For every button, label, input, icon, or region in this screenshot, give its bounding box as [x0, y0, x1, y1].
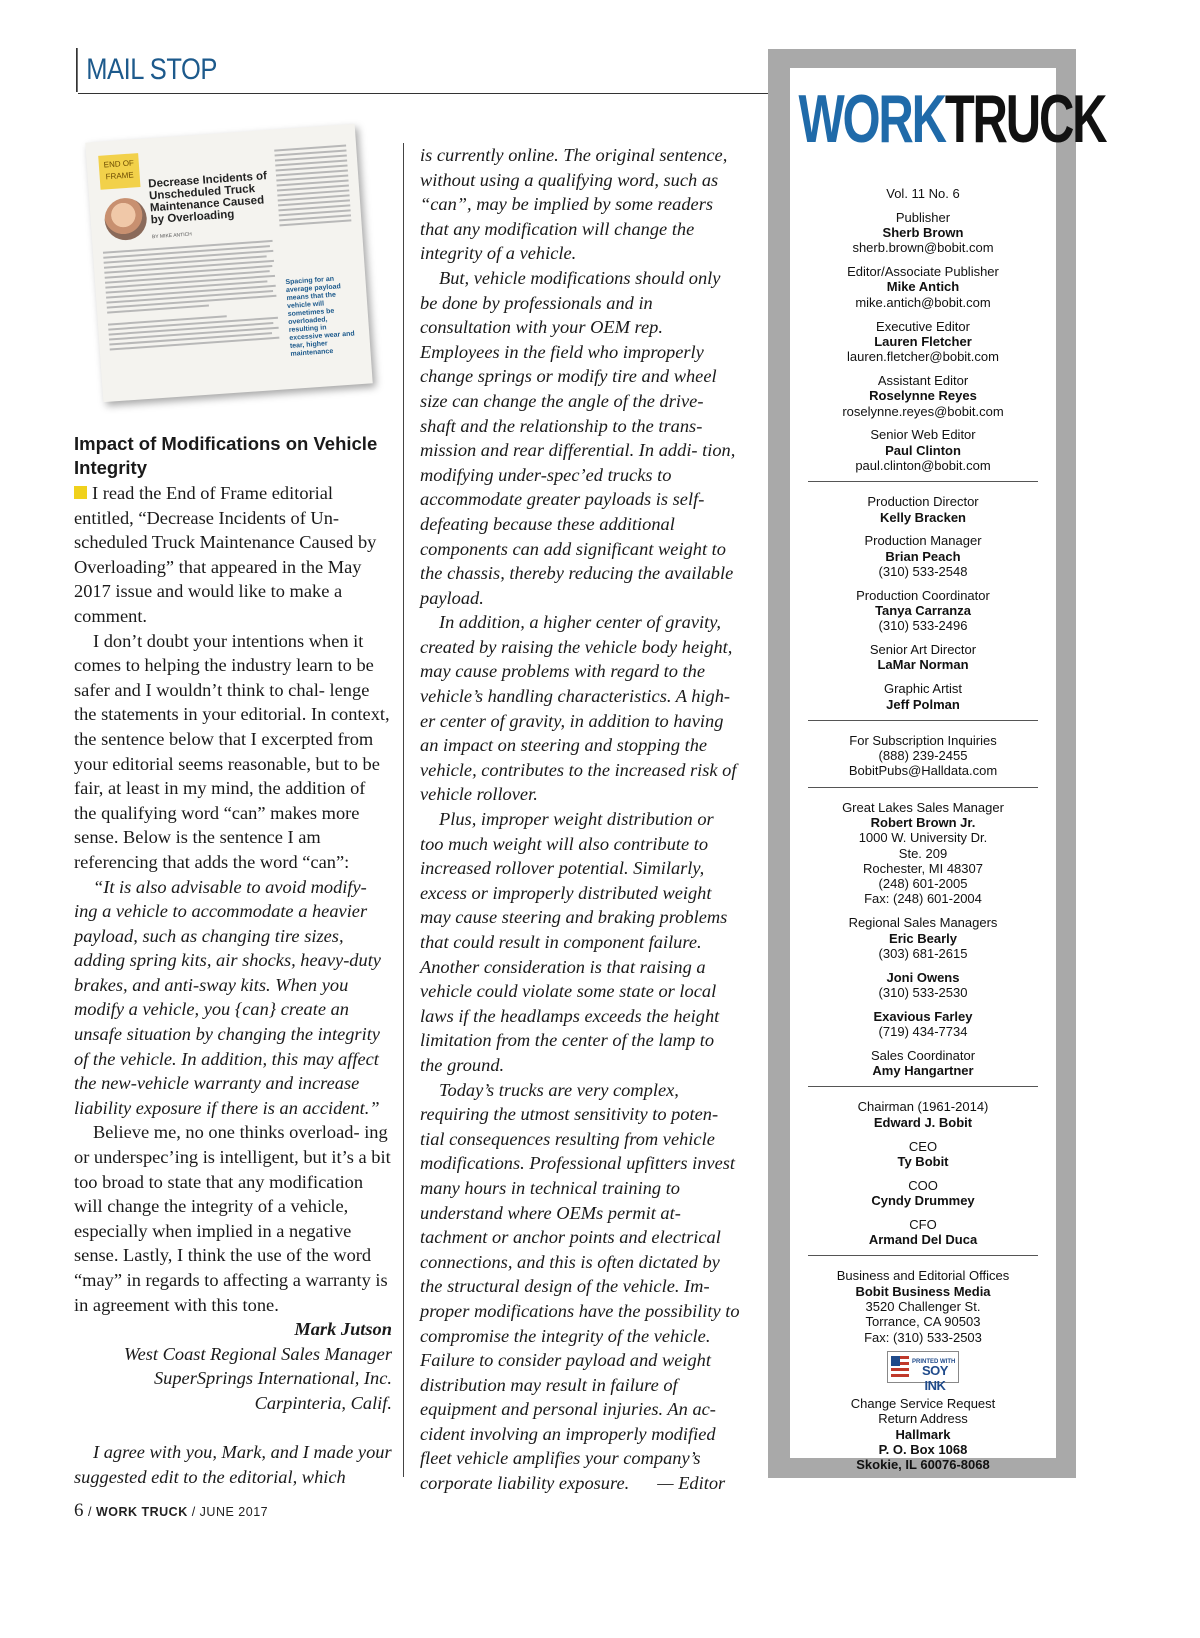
staff-production-manager: [790, 533, 1056, 579]
role: Chairman (1961-2014): [857, 1099, 989, 1115]
label: Return Address: [878, 1411, 968, 1427]
email: mike.antich@bobit.com: [855, 294, 991, 310]
role: Editor/Associate Publisher: [847, 264, 999, 280]
name: Mike Antich: [886, 279, 960, 295]
author-photo: [103, 197, 148, 242]
signature-name: Mark Jutson: [294, 1319, 392, 1340]
signature-location: Carpinteria, Calif.: [254, 1392, 392, 1413]
footer-issue: JUNE 2017: [199, 1505, 269, 1519]
name: Brian Peach: [885, 548, 961, 564]
flag-icon: [891, 1356, 909, 1378]
email: sherb.brown@bobit.com: [852, 240, 994, 256]
reply-paragraph-4: Plus, improper weight distribution or too much weight will also contribute to increased rollover potential. Similarly, excess or improperly distributed weight may cause steering and braking problems that could result in component failure. Another consideration is that raising a vehicle could violate some state or local laws if the headlamps exceeds the height limitation from the center of the lamp to the ground.: [420, 809, 728, 1075]
staff-great-lakes-sales: [790, 800, 1056, 907]
footer-separator: /: [87, 1505, 96, 1519]
clipping-body-text: [103, 240, 280, 354]
divider: [808, 1086, 1038, 1087]
divider: [808, 720, 1038, 721]
role: Regional Sales Managers: [848, 915, 998, 931]
staff-publisher: [790, 210, 1056, 256]
signature-company: SuperSprings International, Inc.: [153, 1368, 392, 1389]
address: Ste. 209: [898, 845, 948, 861]
footer-magazine: WORK TRUCK: [95, 1505, 188, 1519]
exec-coo: [790, 1178, 1056, 1209]
exec-cfo: [790, 1217, 1056, 1248]
reply-column: [420, 143, 740, 1496]
editor-sign: — Editor: [657, 1473, 726, 1494]
address: Skokie, IL 60076-8068: [856, 1457, 990, 1473]
letter-paragraph-3: Believe me, no one thinks overload- ing or underspec’ing is intelligent, but it’s a bit too broad to state that any modification will change the integrity of a vehicle, especially when implied in a negative sense. Lastly, I think the use of the word “may” in regards to affecting a warranty is in agreement with this tone.: [74, 1122, 391, 1315]
name: Cyndy Drummey: [871, 1192, 975, 1208]
yellow-square-icon: [74, 486, 87, 499]
soy-ink-text: SOY INK: [922, 1362, 948, 1394]
soy-ink-top-text: PRINTED WITH: [912, 1358, 956, 1365]
label: Change Service Request: [850, 1396, 996, 1412]
clipping-callout: Spacing for an average payload means that the vehicle will sometimes be overloaded, resulting in excessive wear and tear, higher maintenance: [285, 275, 355, 358]
role: Production Coordinator: [856, 587, 990, 603]
email: paul.clinton@bobit.com: [855, 457, 991, 473]
staff-graphic-artist: [790, 681, 1056, 712]
clipping-right-column: [274, 145, 351, 230]
editorial-clipping: [80, 125, 380, 405]
role: Executive Editor: [876, 318, 970, 334]
masthead: [790, 68, 1106, 1473]
masthead-list: [790, 186, 1056, 1473]
phone: (303) 681-2615: [878, 945, 968, 961]
role: CFO: [909, 1216, 937, 1232]
name: Jeff Polman: [886, 696, 960, 712]
column-divider: [403, 143, 404, 1477]
address: Rochester, MI 48307: [863, 860, 983, 876]
staff-production-director: [790, 494, 1056, 525]
staff-regional-sales-2: [790, 970, 1056, 1001]
letter-paragraph-2: I don’t doubt your intentions when it comes to helping the industry learn to be safer and I wouldn’t think to chal- lenge the statements in your editorial. In context, the sentence below that I excerpted from your editorial seems reasonable, but to be fair, at least in my mind, the addition of the qualifying word “can” makes more sense. Below is the sentence I am referencing that adds the word “can”:: [74, 630, 390, 872]
staff-editor: [790, 264, 1056, 310]
name: Bobit Business Media: [855, 1283, 991, 1299]
name: Amy Hangartner: [872, 1063, 974, 1079]
return-address: [790, 1396, 1056, 1472]
label: For Subscription Inquiries: [849, 732, 997, 748]
email: BobitPubs@Halldata.com: [848, 763, 998, 779]
divider: [808, 481, 1038, 482]
fax: Fax: (248) 601-2004: [864, 891, 982, 907]
role: Production Manager: [864, 533, 982, 549]
staff-regional-sales-3: [790, 1009, 1056, 1040]
address: 3520 Challenger St.: [865, 1298, 981, 1314]
phone: (310) 533-2530: [878, 984, 968, 1000]
staff-production-coordinator: [790, 588, 1056, 634]
role: CEO: [908, 1138, 938, 1154]
reply-paragraph-5-text: Today’s trucks are very complex, requiring the utmost sensitivity to poten- tial consequences resulting from vehicle modifications. Professional upfitters invest many hours in technical training to understand where OEMs permit at- tachment or anchor points and electrical connections, and this is often dictated by the structural design of the vehicle. Im- proper modifications have the possibility to compromise the integrity of the vehicle. Failure to consider payload and weight distribution may result in failure of equipment and personal injuries. An ac- cident involving an improperly modified fleet vehicle amplifies your company’s corporate liability exposure.: [420, 1079, 740, 1494]
logo-work: WORK: [798, 81, 945, 157]
name: Ty Bobit: [897, 1153, 949, 1169]
phone: (888) 239-2455: [878, 748, 968, 764]
fax: Fax: (310) 533-2503: [864, 1329, 982, 1345]
phone: (248) 601-2005: [878, 876, 968, 892]
phone: (310) 533-2496: [878, 618, 968, 634]
name: Edward J. Bobit: [873, 1114, 973, 1130]
business-offices: [790, 1268, 1056, 1344]
name: Robert Brown Jr.: [870, 815, 976, 830]
role: Senior Art Director: [869, 642, 977, 658]
section-title: MAIL STOP: [76, 48, 217, 92]
staff-assistant-editor: [790, 373, 1056, 419]
address: Torrance, CA 90503: [865, 1314, 981, 1330]
logo-truck: TRUCK: [944, 81, 1106, 157]
email: roselynne.reyes@bobit.com: [842, 403, 1004, 419]
letter-paragraph-1-text: I read the End of Frame editorial entitled, “Decrease Incidents of Un- scheduled Truck Maintenance Caused by Overloading” that appeared in the May 2017 issue and would like to make a comment.: [74, 483, 377, 626]
letter-column: [74, 432, 392, 1489]
soy-ink-icon: [887, 1351, 959, 1394]
page-footer: [74, 1500, 268, 1522]
role: Senior Web Editor: [870, 427, 976, 443]
staff-web-editor: [790, 427, 1056, 473]
name: Joni Owens: [886, 969, 960, 985]
name: Hallmark: [895, 1426, 951, 1442]
clipping-title: Decrease Incidents of Unscheduled Truck Maintenance Caused by Overloading: [147, 170, 268, 227]
name: Eric Bearly: [889, 930, 957, 946]
label: Business and Editorial Offices: [836, 1268, 1010, 1284]
top-rule: [78, 93, 778, 94]
staff-executive-editor: [790, 319, 1056, 365]
footer-separator: /: [191, 1505, 200, 1519]
staff-sales-coordinator: [790, 1048, 1056, 1079]
name: Armand Del Duca: [868, 1232, 978, 1248]
clipping-page: [85, 124, 372, 402]
address: P. O. Box 1068: [878, 1442, 968, 1457]
role: Great Lakes Sales Manager: [842, 799, 1004, 815]
role: Graphic Artist: [883, 681, 963, 697]
role: Publisher: [895, 209, 951, 225]
exec-chairman: [790, 1099, 1056, 1130]
phone: (310) 533-2548: [878, 563, 968, 579]
worktruck-logo: [798, 81, 1106, 157]
name: LaMar Norman: [877, 657, 969, 673]
editor-reply-start: I agree with you, Mark, and I made your suggested edit to the editorial, which: [74, 1442, 392, 1487]
subscription-info: [790, 733, 1056, 779]
role: Production Director: [867, 494, 979, 510]
role: Assistant Editor: [877, 372, 969, 388]
name: Paul Clinton: [885, 442, 961, 458]
name: Tanya Carranza: [875, 603, 971, 619]
name: Exavious Farley: [873, 1008, 973, 1024]
role: Sales Coordinator: [870, 1047, 976, 1063]
divider: [808, 1255, 1038, 1256]
reply-paragraph-1: is currently online. The original sentence, without using a qualifying word, such as “can”, may be implied by some readers that any modification will change the integrity of a vehicle.: [420, 145, 728, 264]
name: Roselynne Reyes: [869, 388, 977, 404]
staff-art-director: [790, 642, 1056, 673]
signature-title: West Coast Regional Sales Manager: [123, 1343, 392, 1364]
exec-ceo: [790, 1139, 1056, 1170]
name: Sherb Brown: [882, 225, 964, 241]
role: COO: [908, 1177, 938, 1193]
issue-number: Vol. 11 No. 6: [886, 186, 960, 201]
name: Kelly Bracken: [880, 509, 966, 525]
staff-regional-sales-1: [790, 915, 1056, 961]
clipping-byline: BY MIKE ANTICH: [151, 231, 193, 241]
letter-headline: Impact of Modifications on Vehicle Integrity: [74, 433, 378, 478]
name: Lauren Fletcher: [874, 333, 972, 349]
reply-paragraph-5: [420, 1078, 740, 1496]
page-number: 6: [74, 1500, 84, 1521]
reply-paragraph-2: But, vehicle modifications should only be done by professionals and in consultation with your OEM rep. Employees in the field who improperly change springs or modify tire and wheel size can change the angle of the drive- shaft and the relationship to the trans- mission and rear differential. In addi- tion, modifying under-spec’ed trucks to accommodate greater payloads is self-defeating because these additional components can add significant weight to the chassis, thereby reducing the available payload.: [420, 267, 736, 608]
letter-quote: “It is also advisable to avoid modify- ing a vehicle to accommodate a heavier payload, such as changing tire sizes, adding spring kits, air shocks, heavy-duty brakes, and anti-sway kits. When you modify a vehicle, you {can} create an unsafe situation by changing the integrity of the vehicle. In addition, this may affect the new-vehicle warranty and increase liability exposure if there is an accident.”: [74, 876, 381, 1118]
divider: [808, 787, 1038, 788]
address: 1000 W. University Dr.: [858, 830, 988, 846]
clipping-tag: END OF FRAME: [98, 153, 140, 190]
phone: (719) 434-7734: [878, 1024, 968, 1040]
reply-paragraph-3: In addition, a higher center of gravity, created by raising the vehicle body height, may cause problems with regard to the vehicle’s handling characteristics. A high- er center of gravity, in addition to having an impact on steering and stopping the vehicle, contributes to the increased risk of vehicle rollover.: [420, 612, 737, 805]
email: lauren.fletcher@bobit.com: [847, 349, 999, 365]
letter-paragraph-1: [74, 481, 392, 629]
